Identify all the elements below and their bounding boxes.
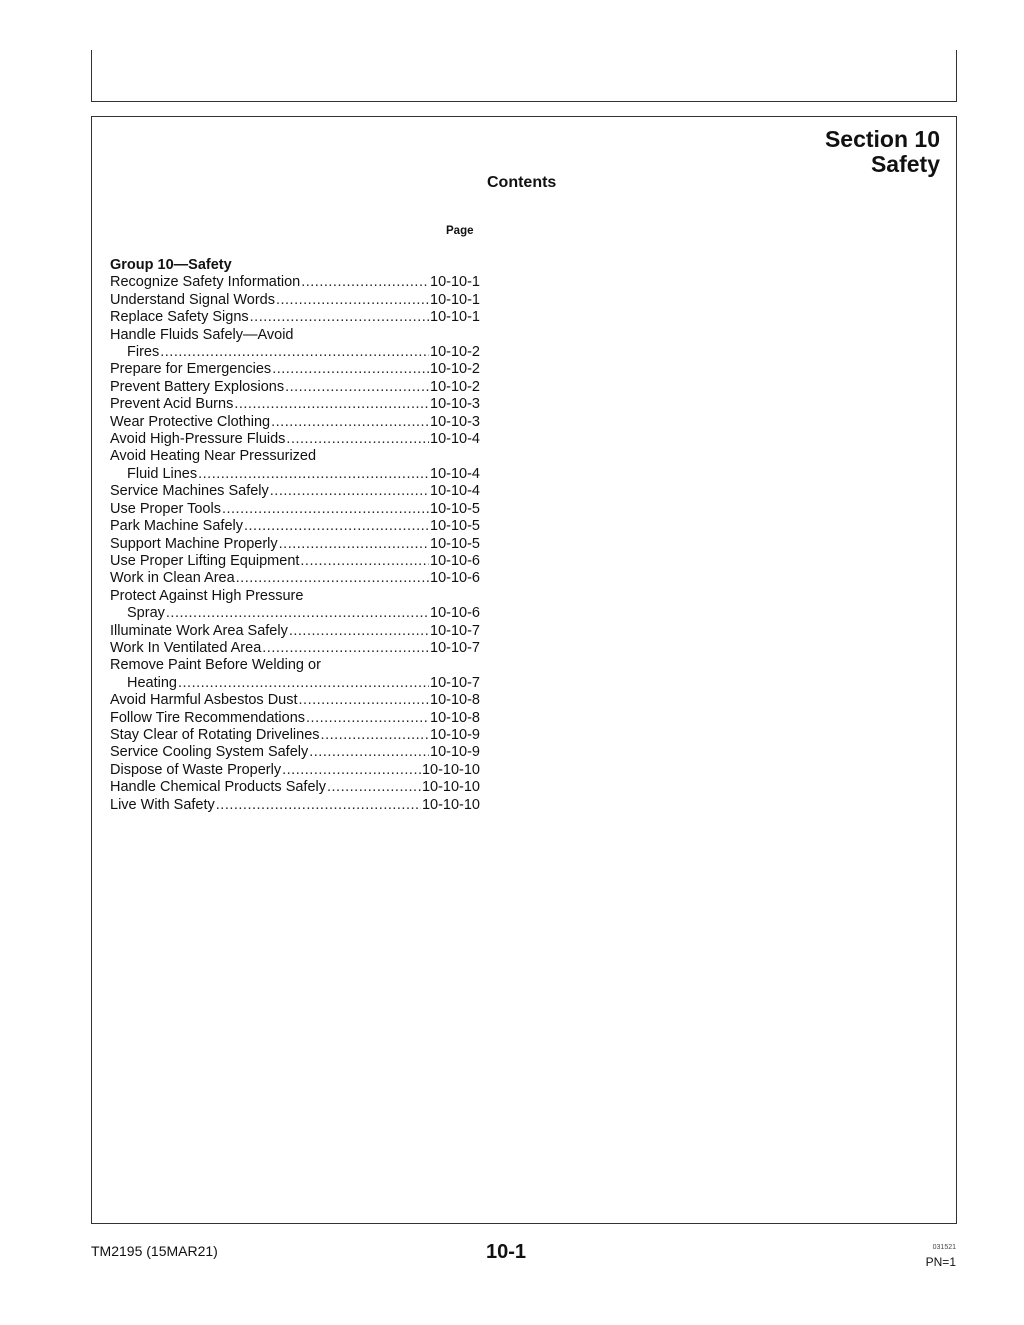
toc-entry-page: 10-10-5 [430,518,480,535]
toc-entry-title: Handle Fluids Safely—Avoid [110,326,294,343]
toc-entry-title: Support Machine Properly [110,535,278,552]
toc-entry-title-continued: Fluid Lines [127,465,198,482]
toc-entry-page: 10-10-4 [430,431,480,448]
toc-entry-title: Protect Against High Pressure [110,587,304,604]
dot-leader [178,675,429,692]
dot-leader [244,518,429,535]
dot-leader [262,640,429,657]
dot-leader [198,466,429,483]
dot-leader [321,727,429,744]
dot-leader [309,744,429,761]
section-number: Section 10 [824,126,940,152]
footer-pn: PN=1 [925,1255,956,1269]
toc-entry-page: 10-10-8 [430,692,480,709]
toc-entry[interactable] [110,518,480,535]
toc-entry-title: Avoid Heating Near Pressurized [110,448,317,465]
toc-entry-title: Wear Protective Clothing [110,413,271,430]
toc-entry[interactable] [110,553,480,570]
toc-entry[interactable] [110,588,480,623]
toc-entry-title: Remove Paint Before Welding or [110,657,321,674]
dot-leader [300,553,429,570]
dot-leader [299,692,430,709]
dot-leader [160,344,429,361]
toc-entry[interactable] [110,570,480,587]
toc-entry-page: 10-10-2 [430,344,480,361]
toc-entry-title: Avoid High-Pressure Fluids [110,431,286,448]
toc-entry-title-continued: Fires [127,344,160,361]
toc-entry-title: Service Machines Safely [110,483,269,500]
toc-entry-page: 10-10-9 [430,744,480,761]
toc-entry[interactable] [110,448,480,483]
toc-entry-page: 10-10-7 [430,622,480,639]
toc-entry-title: Follow Tire Recommendations [110,709,306,726]
toc-entry-page: 10-10-6 [430,570,480,587]
dot-leader [222,501,429,518]
toc-entry-title: Park Machine Safely [110,518,243,535]
footer-page-number: 10-1 [486,1241,527,1263]
dot-leader [276,292,429,309]
toc-entry-title: Dispose of Waste Properly [110,761,282,778]
toc-entry-title: Illuminate Work Area Safely [110,622,288,639]
dot-leader [289,623,429,640]
dot-leader [250,309,429,326]
toc-entry-page: 10-10-10 [421,761,480,778]
toc-entry[interactable] [110,501,480,518]
toc-entry[interactable] [110,274,480,291]
toc-entry[interactable] [110,640,480,657]
section-heading [825,127,940,177]
toc-entry-page: 10-10-10 [421,796,480,813]
toc-entry-title-continued: Heating [127,674,177,691]
dot-leader [285,379,429,396]
toc-entry[interactable] [110,779,480,796]
contents-title: Contents [487,174,557,191]
toc-entry-page: 10-10-1 [430,309,480,326]
toc-entry[interactable] [110,692,480,709]
toc-entry[interactable] [110,536,480,553]
toc-entry-title: Use Proper Tools [110,500,221,517]
toc-entry[interactable] [110,396,480,413]
toc-entry-title: Prevent Acid Burns [110,396,234,413]
toc-entry[interactable] [110,309,480,326]
toc-entry-title: Work in Clean Area [110,570,235,587]
toc-entry[interactable] [110,483,480,500]
toc-entry[interactable] [110,710,480,727]
page-column-label: Page [446,225,474,237]
toc-entry[interactable] [110,657,480,692]
toc-entry-page: 10-10-4 [430,465,480,482]
dot-leader [327,779,421,796]
toc-entry-page: 10-10-2 [430,361,480,378]
top-frame-border [91,50,957,102]
toc-entry-page: 10-10-3 [430,413,480,430]
toc-entry[interactable] [110,327,480,362]
toc-entry-page: 10-10-6 [430,605,480,622]
toc-entry[interactable] [110,361,480,378]
toc-entry-page: 10-10-7 [430,674,480,691]
toc-entry[interactable] [110,727,480,744]
toc-entry-title: Use Proper Lifting Equipment [110,552,300,569]
toc-entry-title: Prepare for Emergencies [110,361,272,378]
toc-entry-page: 10-10-1 [430,291,480,308]
group-title: Group 10—Safety [110,257,232,273]
footer-doc-id: TM2195 (15MAR21) [91,1243,218,1259]
toc-entry[interactable] [110,623,480,640]
toc-entry-title: Service Cooling System Safely [110,744,309,761]
toc-entry-page: 10-10-5 [430,535,480,552]
toc-entries [110,274,480,814]
toc-entry-page: 10-10-4 [430,483,480,500]
dot-leader [216,797,421,814]
toc-entry[interactable] [110,797,480,814]
toc-entry-title: Stay Clear of Rotating Drivelines [110,726,320,743]
table-of-contents [110,257,480,814]
toc-entry-page: 10-10-5 [430,500,480,517]
toc-entry-title: Live With Safety [110,796,215,813]
toc-entry[interactable] [110,762,480,779]
toc-entry-title: Work In Ventilated Area [110,639,262,656]
section-name: Safety [870,151,940,177]
dot-leader [306,710,429,727]
toc-entry-page: 10-10-10 [421,779,480,796]
dot-leader [270,483,429,500]
dot-leader [271,414,429,431]
dot-leader [286,431,429,448]
toc-entry-title-continued: Spray [127,605,165,622]
dot-leader [301,274,429,291]
toc-entry-page: 10-10-7 [430,639,480,656]
dot-leader [282,762,421,779]
dot-leader [279,536,429,553]
toc-entry-page: 10-10-9 [430,726,480,743]
toc-entry-title: Prevent Battery Explosions [110,378,285,395]
toc-entry-page: 10-10-1 [430,274,480,291]
toc-entry-page: 10-10-3 [430,396,480,413]
toc-entry[interactable] [110,431,480,448]
toc-entry-title: Handle Chemical Products Safely [110,779,326,796]
toc-entry[interactable] [110,379,480,396]
toc-entry-page: 10-10-2 [430,378,480,395]
dot-leader [166,605,429,622]
toc-entry-page: 10-10-6 [430,552,480,569]
toc-entry-title: Understand Signal Words [110,291,275,308]
toc-entry-title: Avoid Harmful Asbestos Dust [110,692,298,709]
toc-entry-title: Recognize Safety Information [110,274,301,291]
toc-entry[interactable] [110,292,480,309]
toc-entry[interactable] [110,744,480,761]
toc-entry-title: Replace Safety Signs [110,309,249,326]
toc-entry[interactable] [110,414,480,431]
dot-leader [272,361,429,378]
dot-leader [234,396,429,413]
footer-date-code: 031521 [932,1244,956,1251]
toc-entry-page: 10-10-8 [430,709,480,726]
dot-leader [236,570,429,587]
